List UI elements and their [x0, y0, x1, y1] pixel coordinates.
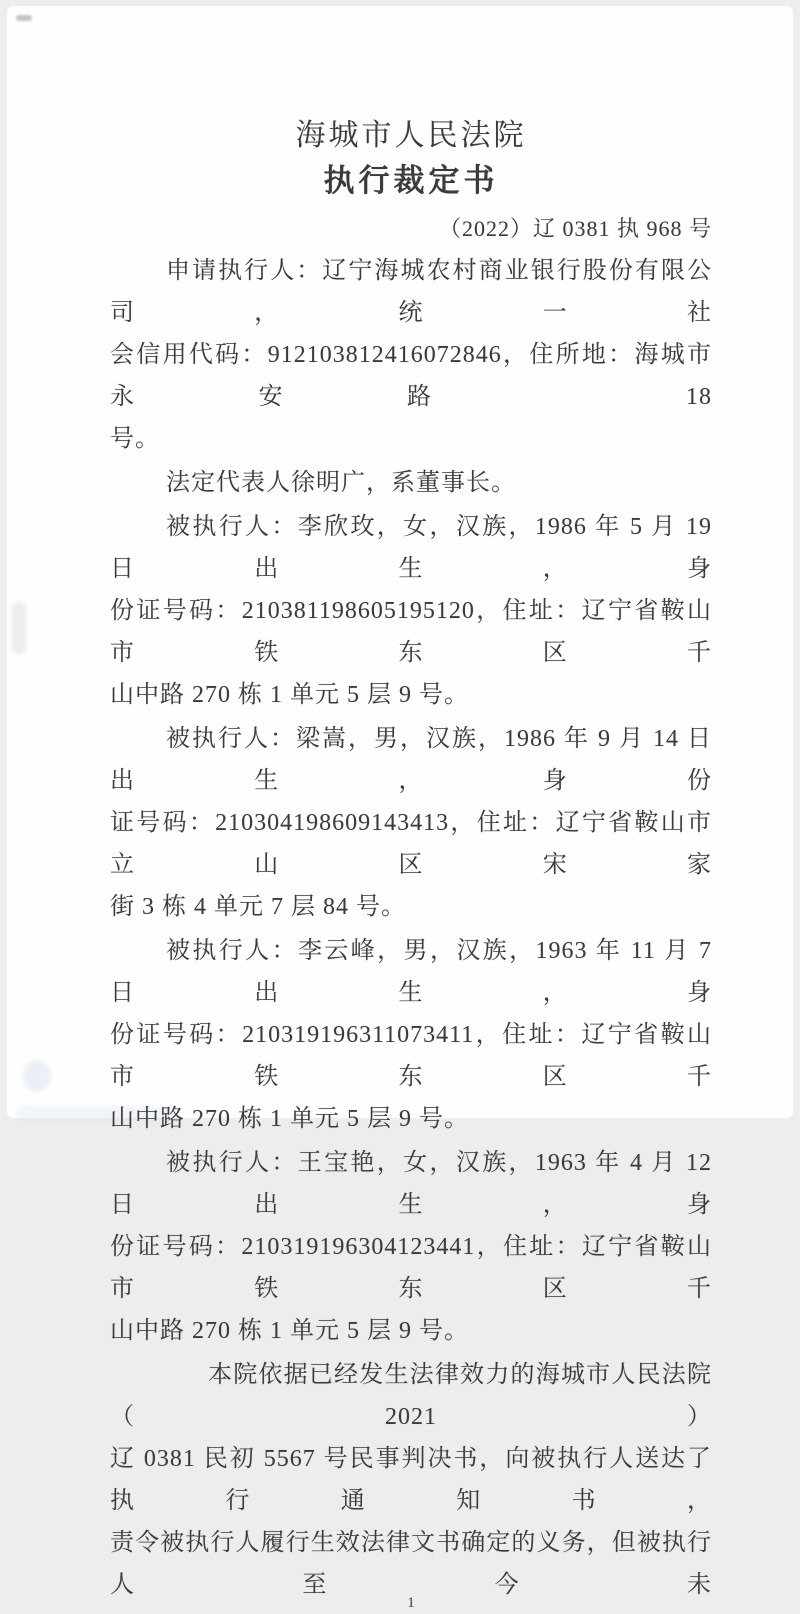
paragraph-respondent-3 — [110, 930, 712, 1140]
court-name-heading: 海城市人民法院 — [295, 119, 527, 152]
document-line: 本院依据已经发生法律效力的海城市人民法院（2021） — [110, 1362, 712, 1430]
document-content — [110, 118, 712, 1614]
document-line: 山中路 270 栋 1 单元 5 层 9 号。 — [110, 1106, 469, 1132]
document-body — [110, 250, 712, 1614]
document-line: 被执行人：李欣玫，女，汉族，1986 年 5 月 19 日出生，身 — [110, 514, 712, 582]
document-line: 辽 0381 民初 5567 号民事判决书，向被执行人送达了执行通知书， — [110, 1446, 712, 1514]
scan-artifact-smudge — [23, 1060, 51, 1092]
document-line: 被执行人：梁嵩，男，汉族，1986 年 9 月 14 日出生，身份 — [110, 726, 712, 794]
paragraph-legal-representative — [110, 462, 712, 504]
case-number: （2022）辽 0381 执 968 号 — [438, 216, 712, 241]
document-line: 申请执行人：辽宁海城农村商业银行股份有限公司，统一社 — [110, 258, 712, 326]
paragraph-ruling-basis — [110, 1354, 712, 1606]
document-line: 被执行人：李云峰，男，汉族，1963 年 11 月 7 日出生，身 — [110, 938, 712, 1006]
paragraph-respondent-4 — [110, 1142, 712, 1352]
document-line: 街 3 栋 4 单元 7 层 84 号。 — [110, 894, 406, 920]
document-line: 被执行人：王宝艳，女，汉族，1963 年 4 月 12 日出生，身 — [110, 1150, 712, 1218]
document-line: 份证号码：210381198605195120，住址：辽宁省鞍山市铁东区千 — [110, 598, 712, 666]
document-line: 证号码：210304198609143413，住址：辽宁省鞍山市立山区宋家 — [110, 810, 712, 878]
scan-artifact-speck — [16, 15, 32, 21]
paragraph-respondent-1 — [110, 506, 712, 716]
document-line: 份证号码：210319196304123441，住址：辽宁省鞍山市铁东区千 — [110, 1234, 712, 1302]
document-line: 法定代表人徐明广，系董事长。 — [166, 470, 516, 496]
document-line: 号。 — [110, 426, 160, 452]
document-line: 山中路 270 栋 1 单元 5 层 9 号。 — [110, 1318, 469, 1344]
document-page — [7, 6, 793, 1611]
document-line: 责令被执行人履行生效法律文书确定的义务，但被执行人至今未 — [110, 1530, 712, 1598]
document-line: 会信用代码：912103812416072846，住所地：海城市永安路 18 — [110, 342, 712, 410]
document-line: 山中路 270 栋 1 单元 5 层 9 号。 — [110, 682, 469, 708]
document-line: 份证号码：210319196311073411，住址：辽宁省鞍山市铁东区千 — [110, 1022, 712, 1090]
page-number: 1 — [407, 1595, 415, 1611]
paragraph-applicant — [110, 250, 712, 460]
document-type-heading: 执行裁定书 — [323, 163, 499, 198]
paragraph-respondent-2 — [110, 718, 712, 928]
scan-artifact-smudge — [12, 602, 26, 654]
